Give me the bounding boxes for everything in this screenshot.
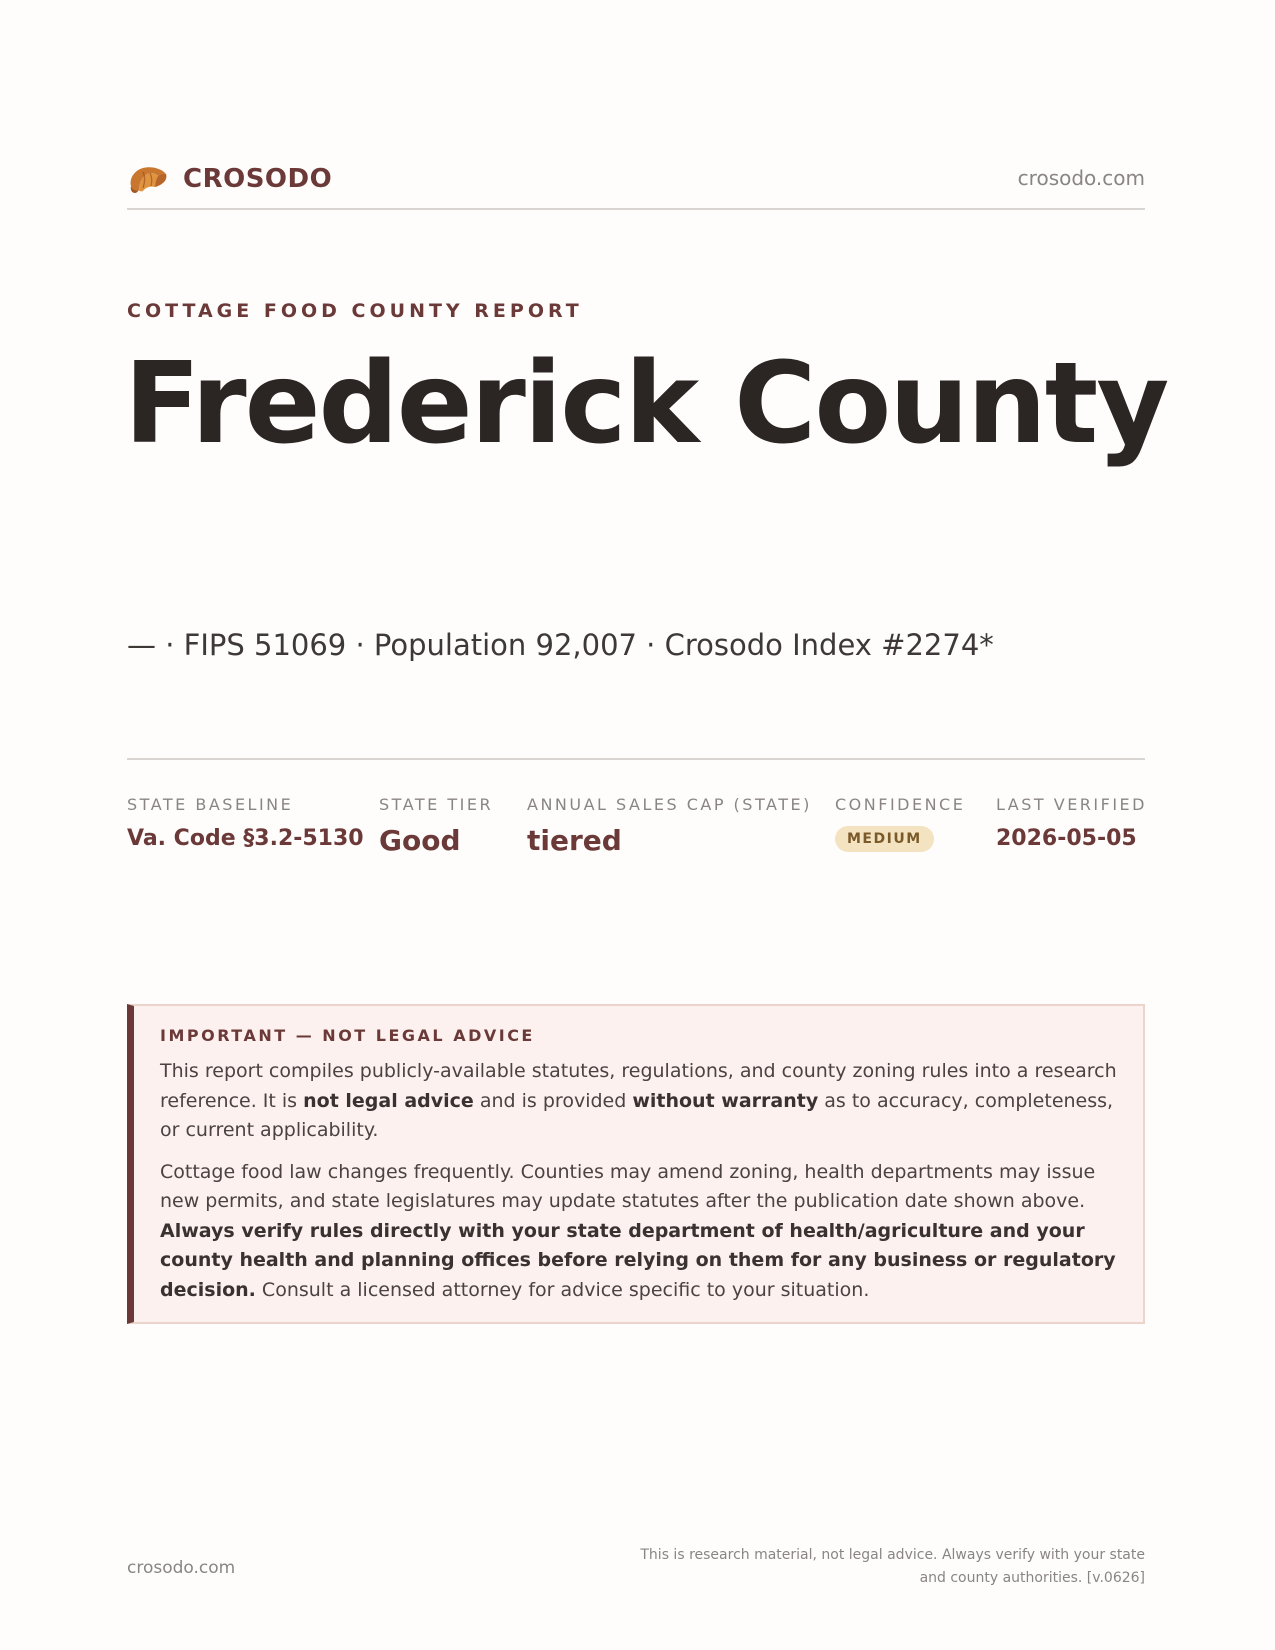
notice-paragraph (160, 1057, 1117, 1146)
croissant-icon (127, 160, 169, 198)
brand-name: CROSODO (183, 164, 333, 194)
stat-state-tier (379, 795, 493, 857)
site-url-link[interactable]: crosodo.com (1017, 166, 1145, 190)
notice-emphasis: not legal advice (303, 1089, 474, 1112)
stat-label: LAST VERIFIED (996, 795, 1147, 814)
footer-disclaimer-line: This is research material, not legal advice. Always verify with your state (640, 1547, 1145, 1563)
stat-value: tiered (527, 824, 622, 857)
stat-last-verified (996, 795, 1147, 851)
legal-notice-box (127, 1004, 1145, 1324)
notice-text: Cottage food law changes frequently. Counties may amend zoning, health departments may issue new permits, and state legislatures may update statutes after the publication date shown above. (160, 1160, 1096, 1212)
stat-label: STATE BASELINE (127, 795, 294, 814)
notice-heading: IMPORTANT — NOT LEGAL ADVICE (160, 1026, 535, 1045)
stats-row (0, 795, 1275, 875)
stat-label: ANNUAL SALES CAP (STATE) (527, 795, 812, 814)
footer-site-link[interactable]: crosodo.com (127, 1558, 236, 1578)
brand[interactable] (127, 160, 332, 198)
section-divider (127, 758, 1145, 760)
stat-label: STATE TIER (379, 795, 494, 814)
stat-value: Va. Code §3.2-5130 (127, 826, 364, 851)
stat-annual-sales-cap (527, 795, 812, 857)
notice-text: This report compiles publicly-available statutes, regulations, and county zoning rules into a research reference. It is (160, 1060, 1117, 1112)
notice-emphasis: without warranty (632, 1089, 819, 1112)
stat-confidence (835, 795, 965, 852)
notice-text: as to accuracy, completeness, or current applicability. (160, 1089, 1114, 1141)
page-header (127, 152, 1145, 210)
notice-paragraph (160, 1158, 1117, 1306)
county-meta-line: — · FIPS 51069 · Population 92,007 · Crosodo Index #2274* (127, 628, 994, 662)
stat-value: Good (379, 824, 461, 857)
stat-label: CONFIDENCE (835, 795, 966, 814)
stat-state-baseline (127, 795, 364, 851)
notice-text: Consult a licensed attorney for advice specific to your situation. (255, 1278, 870, 1301)
footer-disclaimer (585, 1544, 1145, 1590)
page-title: Frederick County (124, 339, 1168, 469)
notice-text: and is provided (473, 1089, 633, 1112)
footer-disclaimer-line: and county authorities. [v.0626] (919, 1570, 1145, 1586)
confidence-badge: MEDIUM (835, 826, 934, 852)
stat-value: 2026-05-05 (996, 826, 1137, 851)
report-kicker: COTTAGE FOOD COUNTY REPORT (127, 300, 583, 322)
notice-emphasis: Always verify rules directly with your state department of health/agriculture and your county health and planning offices before relying on them for any business or regulatory decision. (160, 1219, 1116, 1301)
